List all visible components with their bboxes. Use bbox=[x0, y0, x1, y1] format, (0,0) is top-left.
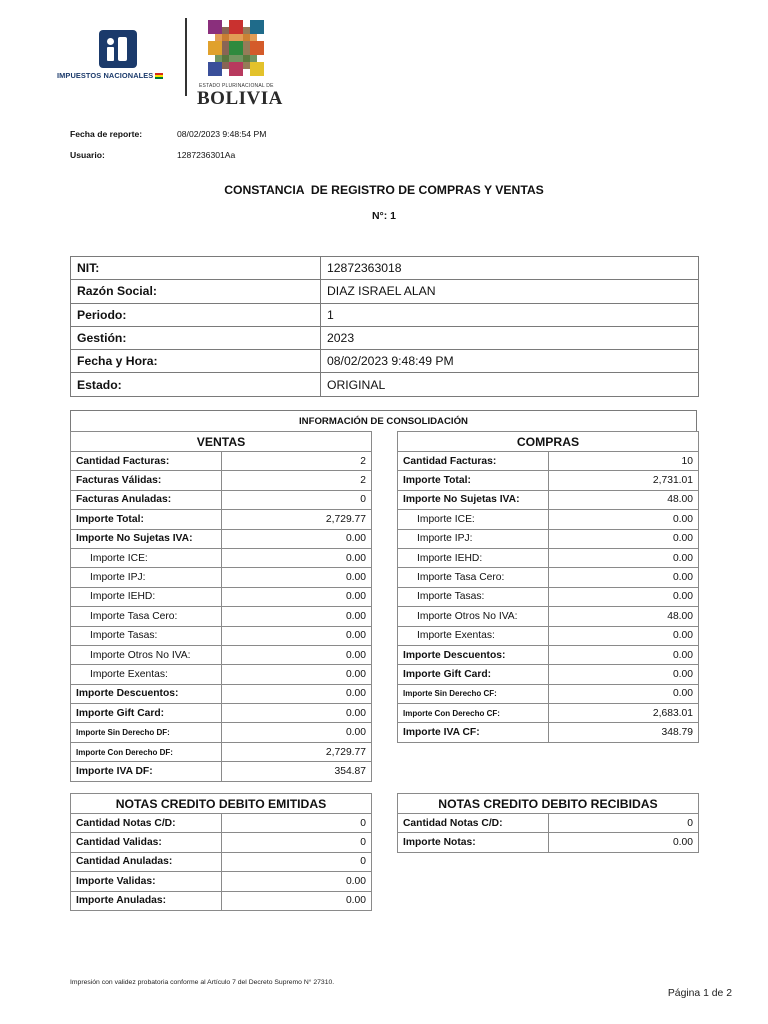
consolidation-title: INFORMACIÓN DE CONSOLIDACIÓN bbox=[70, 410, 697, 432]
table-row bbox=[398, 587, 699, 606]
info-value: DIAZ ISRAEL ALAN bbox=[321, 280, 699, 303]
ventas-header-row bbox=[71, 432, 372, 452]
row-value: 0.00 bbox=[222, 529, 372, 548]
legal-footer-note: Impresión con validez probatoria conforme al Artículo 7 del Decreto Supremo N° 27310. bbox=[70, 979, 335, 986]
row-label: Importe IEHD: bbox=[71, 587, 222, 606]
row-label: Facturas Anuladas: bbox=[71, 490, 222, 509]
row-value: 2,729.77 bbox=[222, 510, 372, 529]
row-label: Facturas Válidas: bbox=[71, 471, 222, 490]
row-value: 0 bbox=[222, 814, 372, 833]
notas_emitidas-section-title: NOTAS CREDITO DEBITO EMITIDAS bbox=[71, 794, 372, 814]
page-number: Página 1 de 2 bbox=[667, 988, 732, 999]
row-label: Importe Anuladas: bbox=[71, 891, 222, 910]
row-value: 2,683.01 bbox=[549, 704, 699, 723]
bolivia-state-logo bbox=[196, 16, 283, 109]
table-row bbox=[71, 548, 372, 567]
info-row bbox=[71, 326, 699, 349]
row-label: Importe Notas: bbox=[398, 833, 549, 852]
table-row bbox=[398, 645, 699, 664]
row-value: 0.00 bbox=[549, 510, 699, 529]
table-row bbox=[398, 529, 699, 548]
row-value: 10 bbox=[549, 452, 699, 471]
row-value: 354.87 bbox=[222, 762, 372, 781]
table-row bbox=[71, 833, 372, 852]
info-row bbox=[71, 373, 699, 396]
table-row bbox=[398, 607, 699, 626]
info-row bbox=[71, 257, 699, 280]
info-row bbox=[71, 280, 699, 303]
table-row bbox=[398, 723, 699, 742]
row-label: Importe Tasas: bbox=[71, 626, 222, 645]
row-value: 0.00 bbox=[222, 872, 372, 891]
info-row bbox=[71, 303, 699, 326]
row-label: Importe Total: bbox=[71, 510, 222, 529]
row-label: Cantidad Notas C/D: bbox=[398, 814, 549, 833]
row-label: Importe Exentas: bbox=[398, 626, 549, 645]
table-row bbox=[398, 490, 699, 509]
impuestos-logo-text: IMPUESTOS NACIONALES bbox=[57, 71, 154, 80]
compras-table bbox=[397, 431, 699, 743]
table-row bbox=[71, 626, 372, 645]
table-row bbox=[71, 490, 372, 509]
row-label: Importe IPJ: bbox=[71, 568, 222, 587]
info-label: Razón Social: bbox=[71, 280, 321, 303]
row-label: Cantidad Notas C/D: bbox=[71, 814, 222, 833]
table-row bbox=[71, 684, 372, 703]
table-row bbox=[71, 510, 372, 529]
row-label: Importe IPJ: bbox=[398, 529, 549, 548]
info-label: Periodo: bbox=[71, 303, 321, 326]
bolivia-flag-icon bbox=[155, 73, 163, 79]
table-row bbox=[71, 471, 372, 490]
row-label: Importe No Sujetas IVA: bbox=[398, 490, 549, 509]
table-row bbox=[398, 452, 699, 471]
info-value: 1 bbox=[321, 303, 699, 326]
row-value: 0.00 bbox=[549, 548, 699, 567]
info-value: ORIGINAL bbox=[321, 373, 699, 396]
row-label: Importe Tasa Cero: bbox=[398, 568, 549, 587]
compras-section-title: COMPRAS bbox=[398, 432, 699, 452]
table-row bbox=[71, 891, 372, 910]
table-row bbox=[71, 452, 372, 471]
row-value: 0.00 bbox=[222, 626, 372, 645]
bolivia-emblem-icon bbox=[204, 16, 268, 80]
row-label: Importe No Sujetas IVA: bbox=[71, 529, 222, 548]
table-row bbox=[398, 833, 699, 852]
row-value: 0.00 bbox=[222, 548, 372, 567]
row-value: 0 bbox=[222, 852, 372, 871]
table-row bbox=[71, 529, 372, 548]
row-label: Importe Exentas: bbox=[71, 665, 222, 684]
table-row bbox=[398, 548, 699, 567]
table-row bbox=[398, 704, 699, 723]
table-row bbox=[71, 704, 372, 723]
row-value: 0.00 bbox=[549, 684, 699, 703]
row-value: 2,731.01 bbox=[549, 471, 699, 490]
table-row bbox=[71, 852, 372, 871]
bolivia-logo-name: BOLIVIA bbox=[197, 88, 283, 109]
row-label: Importe ICE: bbox=[398, 510, 549, 529]
info-label: Gestión: bbox=[71, 326, 321, 349]
row-value: 0.00 bbox=[222, 568, 372, 587]
info-label: Fecha y Hora: bbox=[71, 350, 321, 373]
row-value: 0.00 bbox=[549, 665, 699, 684]
row-value: 0.00 bbox=[222, 665, 372, 684]
row-value: 0.00 bbox=[222, 607, 372, 626]
table-row bbox=[71, 665, 372, 684]
row-value: 0.00 bbox=[549, 645, 699, 664]
row-value: 2 bbox=[222, 471, 372, 490]
row-label: Importe IVA DF: bbox=[71, 762, 222, 781]
row-label: Importe Con Derecho DF: bbox=[71, 742, 222, 761]
impuestos-logo-icon bbox=[99, 30, 137, 68]
row-value: 0 bbox=[222, 490, 372, 509]
table-row bbox=[71, 568, 372, 587]
row-value: 2,729.77 bbox=[222, 742, 372, 761]
row-value: 0 bbox=[222, 833, 372, 852]
document-title: CONSTANCIA DE REGISTRO DE COMPRAS Y VENTAS bbox=[224, 183, 544, 197]
row-label: Importe Sin Derecho DF: bbox=[71, 723, 222, 742]
row-label: Cantidad Validas: bbox=[71, 833, 222, 852]
table-row bbox=[398, 510, 699, 529]
row-value: 0.00 bbox=[222, 891, 372, 910]
taxpayer-info-table bbox=[70, 256, 699, 397]
row-label: Importe Total: bbox=[398, 471, 549, 490]
row-value: 2 bbox=[222, 452, 372, 471]
table-row bbox=[398, 665, 699, 684]
impuestos-nacionales-logo bbox=[57, 28, 179, 84]
user-label: Usuario: bbox=[70, 150, 105, 160]
row-label: Importe Gift Card: bbox=[71, 704, 222, 723]
logo-divider bbox=[185, 18, 187, 96]
row-label: Importe Con Derecho CF: bbox=[398, 704, 549, 723]
row-value: 0.00 bbox=[549, 833, 699, 852]
row-label: Importe IEHD: bbox=[398, 548, 549, 567]
row-label: Importe Otros No IVA: bbox=[71, 645, 222, 664]
row-label: Importe Tasas: bbox=[398, 587, 549, 606]
notas_recibidas-header-row bbox=[398, 794, 699, 814]
row-label: Importe Gift Card: bbox=[398, 665, 549, 684]
row-label: Importe Otros No IVA: bbox=[398, 607, 549, 626]
info-row bbox=[71, 350, 699, 373]
table-row bbox=[398, 814, 699, 833]
info-value: 2023 bbox=[321, 326, 699, 349]
row-label: Cantidad Facturas: bbox=[71, 452, 222, 471]
row-value: 0.00 bbox=[549, 568, 699, 587]
table-row bbox=[398, 568, 699, 587]
table-row bbox=[71, 645, 372, 664]
notas-recibidas-table bbox=[397, 793, 699, 853]
row-label: Importe Sin Derecho CF: bbox=[398, 684, 549, 703]
table-row bbox=[71, 814, 372, 833]
info-value: 12872363018 bbox=[321, 257, 699, 280]
info-label: NIT: bbox=[71, 257, 321, 280]
ventas-table bbox=[70, 431, 372, 782]
row-label: Importe ICE: bbox=[71, 548, 222, 567]
bolivia-logo-subtitle: ESTADO PLURINACIONAL DE bbox=[199, 83, 274, 89]
row-label: Cantidad Anuladas: bbox=[71, 852, 222, 871]
report-date-value: 08/02/2023 9:48:54 PM bbox=[177, 129, 267, 139]
table-row bbox=[71, 607, 372, 626]
row-label: Importe Tasa Cero: bbox=[71, 607, 222, 626]
document-number: N°: 1 bbox=[371, 210, 397, 222]
table-row bbox=[398, 626, 699, 645]
row-label: Importe Validas: bbox=[71, 872, 222, 891]
table-row bbox=[71, 742, 372, 761]
row-label: Importe Descuentos: bbox=[71, 684, 222, 703]
row-value: 348.79 bbox=[549, 723, 699, 742]
info-label: Estado: bbox=[71, 373, 321, 396]
notas-emitidas-table bbox=[70, 793, 372, 911]
table-row bbox=[71, 587, 372, 606]
row-label: Importe IVA CF: bbox=[398, 723, 549, 742]
row-value: 48.00 bbox=[549, 490, 699, 509]
row-value: 48.00 bbox=[549, 607, 699, 626]
row-value: 0.00 bbox=[549, 626, 699, 645]
table-row bbox=[398, 684, 699, 703]
row-value: 0.00 bbox=[549, 529, 699, 548]
row-value: 0.00 bbox=[222, 723, 372, 742]
row-value: 0.00 bbox=[222, 684, 372, 703]
table-row bbox=[398, 471, 699, 490]
table-row bbox=[71, 872, 372, 891]
report-date-label: Fecha de reporte: bbox=[70, 129, 143, 139]
notas_emitidas-header-row bbox=[71, 794, 372, 814]
info-value: 08/02/2023 9:48:49 PM bbox=[321, 350, 699, 373]
ventas-section-title: VENTAS bbox=[71, 432, 372, 452]
user-value: 1287236301Aa bbox=[177, 150, 236, 160]
table-row bbox=[71, 762, 372, 781]
row-label: Importe Descuentos: bbox=[398, 645, 549, 664]
row-label: Cantidad Facturas: bbox=[398, 452, 549, 471]
row-value: 0.00 bbox=[222, 704, 372, 723]
notas_recibidas-section-title: NOTAS CREDITO DEBITO RECIBIDAS bbox=[398, 794, 699, 814]
table-row bbox=[71, 723, 372, 742]
row-value: 0.00 bbox=[549, 587, 699, 606]
row-value: 0 bbox=[549, 814, 699, 833]
row-value: 0.00 bbox=[222, 645, 372, 664]
compras-header-row bbox=[398, 432, 699, 452]
row-value: 0.00 bbox=[222, 587, 372, 606]
